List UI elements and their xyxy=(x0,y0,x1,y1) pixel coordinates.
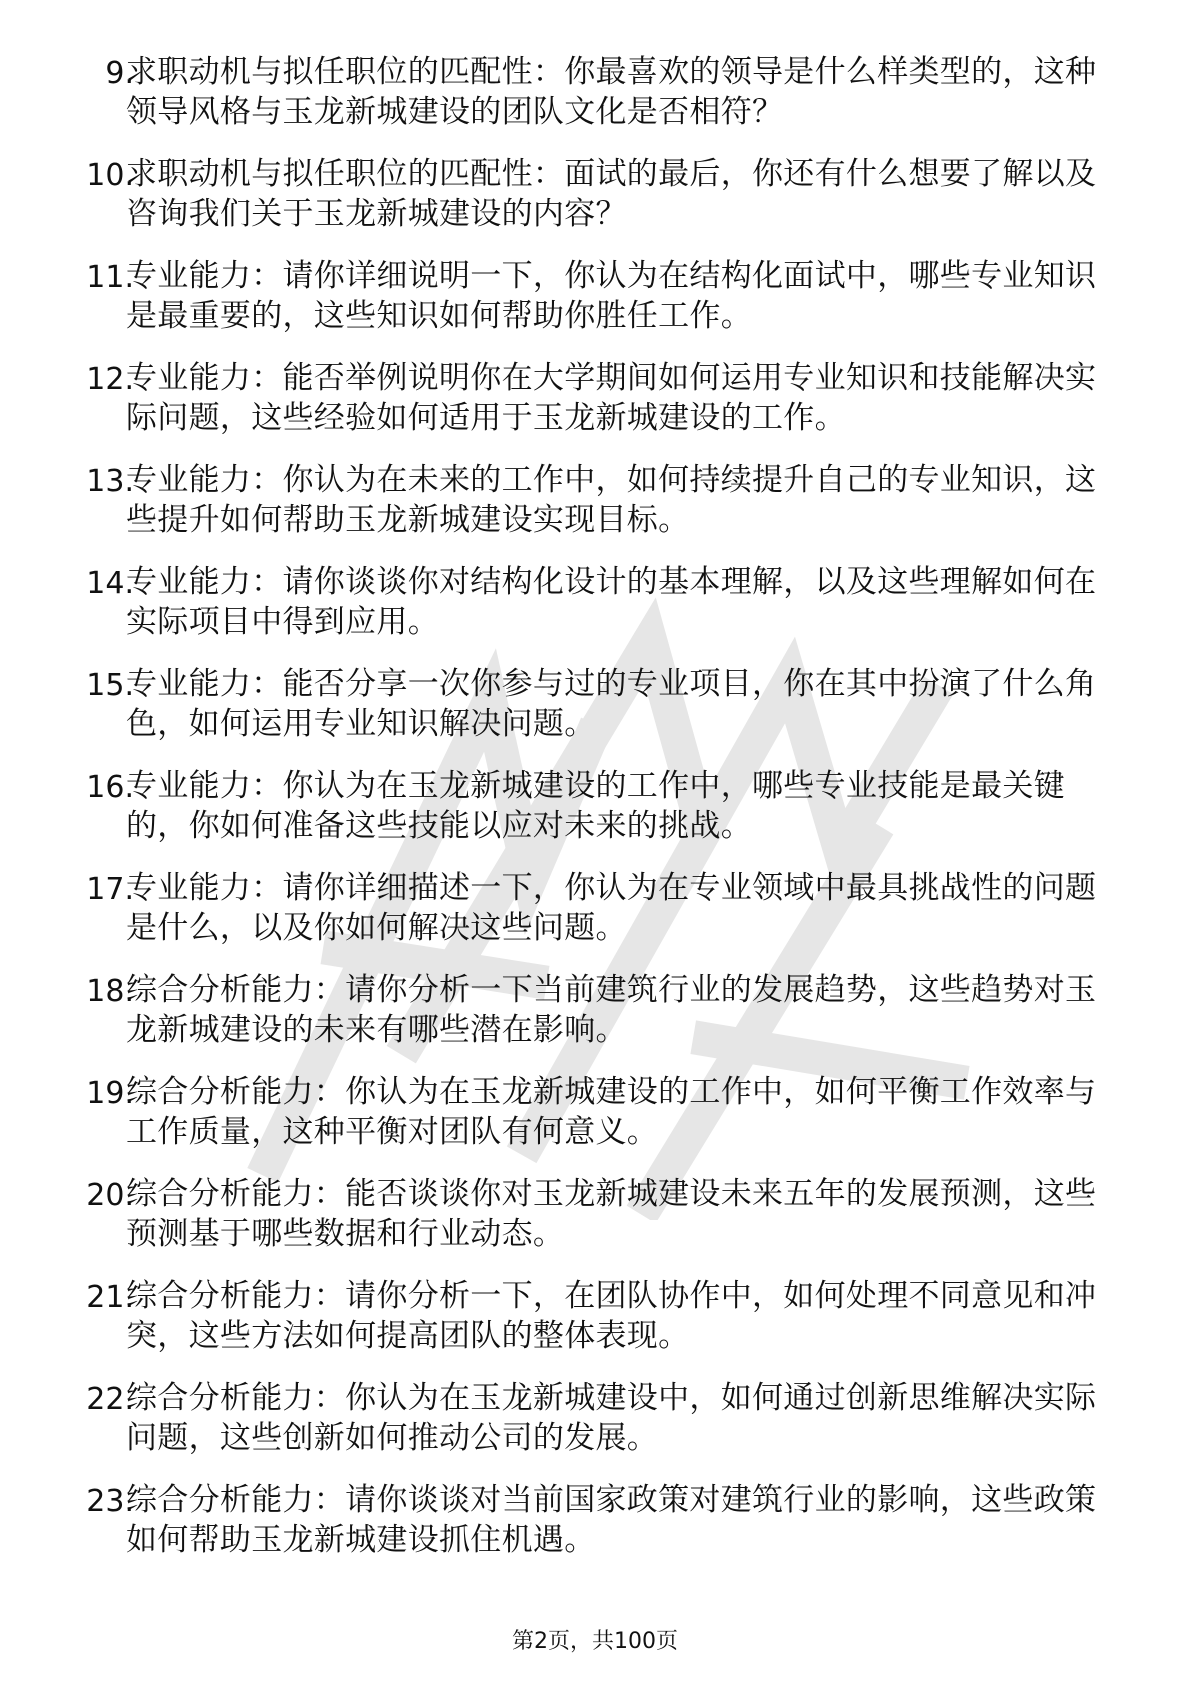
question-number: 19. xyxy=(86,1076,134,1111)
question-number: 18. xyxy=(86,974,134,1009)
question-number: 20. xyxy=(86,1178,134,1213)
question-text: 专业能力：你认为在玉龙新城建设的工作中，哪些专业技能是最关键的，你如何准备这些技能以应对未来的挑战。 xyxy=(126,768,1065,844)
question-item xyxy=(0,1174,1190,1276)
question-text: 专业能力：你认为在未来的工作中，如何持续提升自己的专业知识，这些提升如何帮助玉龙新城建设实现目标。 xyxy=(126,462,1097,538)
question-text: 专业能力：请你详细描述一下，你认为在专业领域中最具挑战性的问题是什么，以及你如何解决这些问题。 xyxy=(126,870,1097,946)
question-item xyxy=(0,664,1190,766)
question-item xyxy=(0,868,1190,970)
question-number: 23. xyxy=(86,1484,134,1519)
question-text: 综合分析能力：请你谈谈对当前国家政策对建筑行业的影响，这些政策如何帮助玉龙新城建设抓住机遇。 xyxy=(126,1482,1097,1558)
question-item xyxy=(0,1276,1190,1378)
page-footer: 第2页，共100页 xyxy=(512,1629,678,1654)
question-item xyxy=(0,460,1190,562)
question-text: 专业能力：请你谈谈你对结构化设计的基本理解，以及这些理解如何在实际项目中得到应用。 xyxy=(126,564,1097,640)
question-text: 专业能力：能否分享一次你参与过的专业项目，你在其中扮演了什么角色，如何运用专业知识解决问题。 xyxy=(126,666,1097,742)
question-text: 专业能力：能否举例说明你在大学期间如何运用专业知识和技能解决实际问题，这些经验如何适用于玉龙新城建设的工作。 xyxy=(126,360,1097,436)
question-item xyxy=(0,1378,1190,1480)
question-item xyxy=(0,358,1190,460)
question-number: 17. xyxy=(86,872,134,907)
question-number: 10. xyxy=(86,158,134,193)
question-text: 综合分析能力：能否谈谈你对玉龙新城建设未来五年的发展预测，这些预测基于哪些数据和行业动态。 xyxy=(126,1176,1097,1252)
question-item xyxy=(0,154,1190,256)
question-text: 综合分析能力：你认为在玉龙新城建设中，如何通过创新思维解决实际问题，这些创新如何推动公司的发展。 xyxy=(126,1380,1097,1456)
question-number: 22. xyxy=(86,1382,134,1417)
question-text: 综合分析能力：请你分析一下，在团队协作中，如何处理不同意见和冲突，这些方法如何提高团队的整体表现。 xyxy=(126,1278,1097,1354)
question-list xyxy=(0,52,1190,1582)
question-item xyxy=(0,562,1190,664)
question-number: 12. xyxy=(86,362,134,397)
question-number: 14. xyxy=(86,566,134,601)
question-item xyxy=(0,52,1190,154)
question-text: 综合分析能力：你认为在玉龙新城建设的工作中，如何平衡工作效率与工作质量，这种平衡对团队有何意义。 xyxy=(126,1074,1097,1150)
question-item xyxy=(0,1480,1190,1582)
question-item xyxy=(0,766,1190,868)
question-item xyxy=(0,970,1190,1072)
question-text: 求职动机与拟任职位的匹配性：面试的最后，你还有什么想要了解以及咨询我们关于玉龙新城建设的内容？ xyxy=(126,156,1097,232)
question-item xyxy=(0,1072,1190,1174)
question-text: 求职动机与拟任职位的匹配性：你最喜欢的领导是什么样类型的，这种领导风格与玉龙新城建设的团队文化是否相符？ xyxy=(126,54,1097,130)
question-item xyxy=(0,256,1190,358)
question-number: 21. xyxy=(86,1280,134,1315)
question-number: 13. xyxy=(86,464,134,499)
question-text: 综合分析能力：请你分析一下当前建筑行业的发展趋势，这些趋势对玉龙新城建设的未来有哪些潜在影响。 xyxy=(126,972,1097,1048)
question-number: 16. xyxy=(86,770,134,805)
question-number: 11. xyxy=(86,260,134,295)
question-text: 专业能力：请你详细说明一下，你认为在结构化面试中，哪些专业知识是最重要的，这些知识如何帮助你胜任工作。 xyxy=(126,258,1097,334)
question-number: 15. xyxy=(86,668,134,703)
question-number: 9. xyxy=(105,56,134,91)
